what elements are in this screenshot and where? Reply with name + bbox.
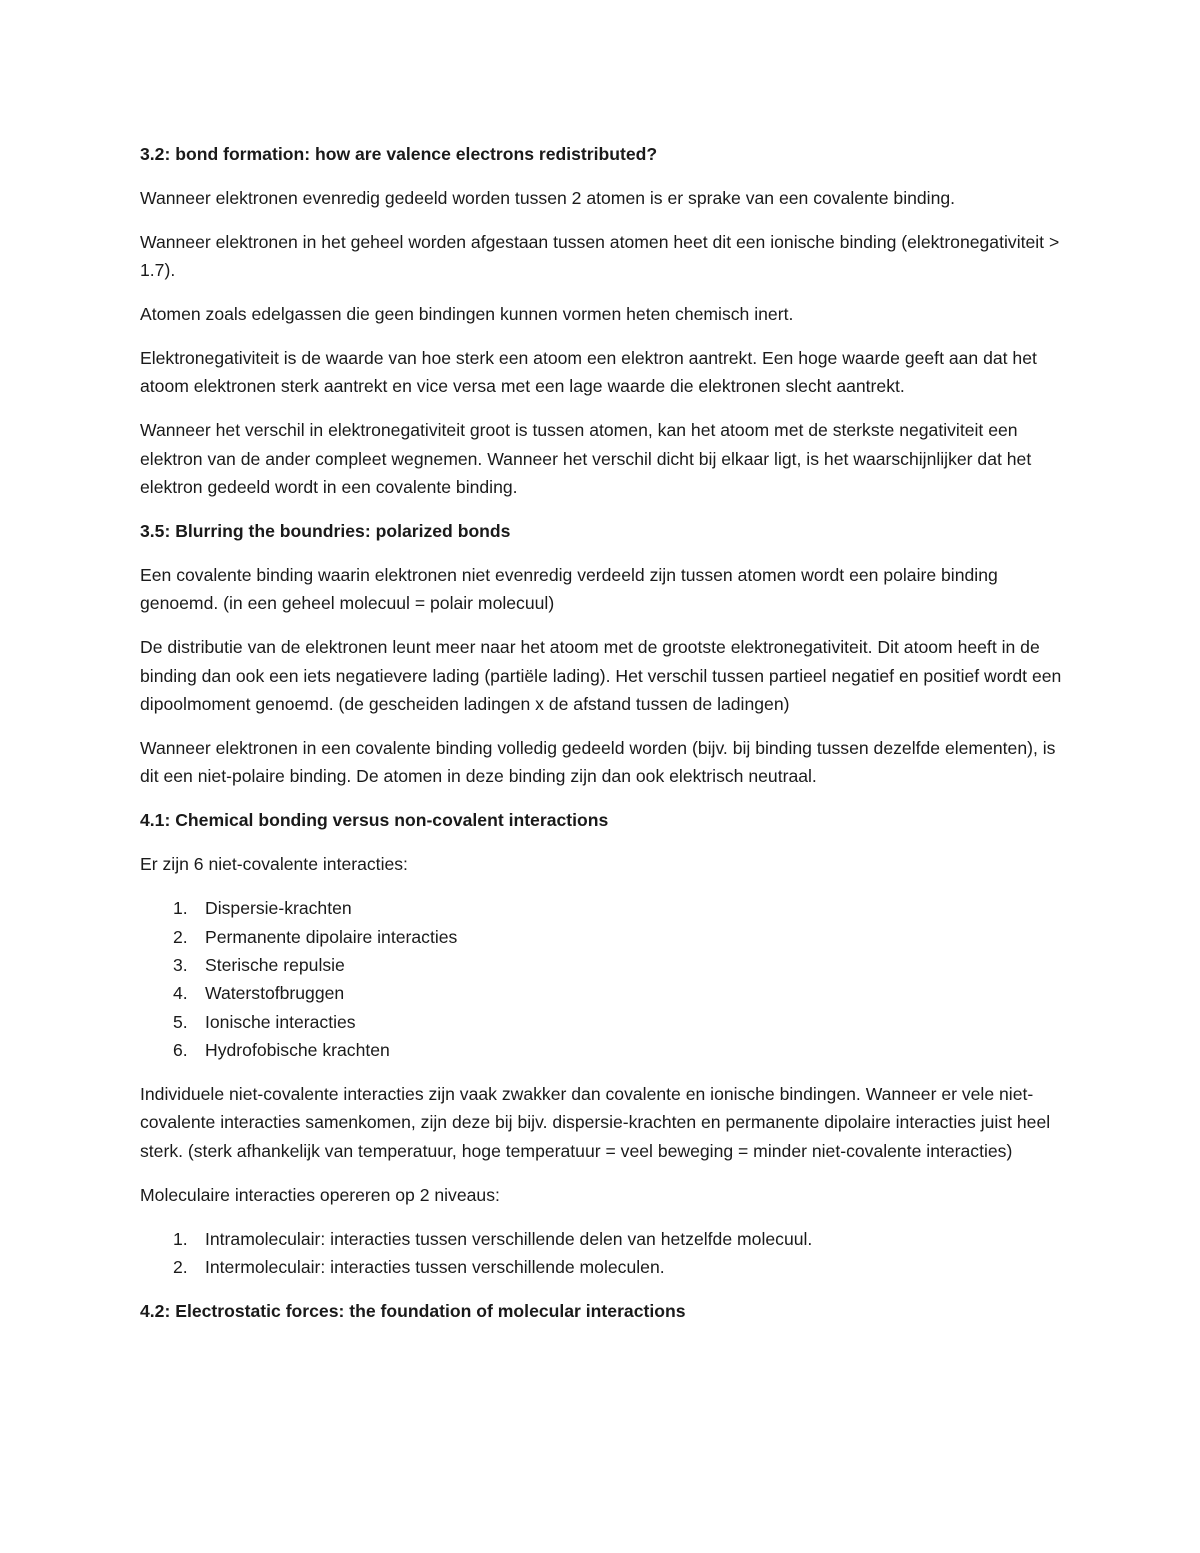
list-item-text: Dispersie-krachten — [205, 898, 352, 919]
list-item-text: Hydrofobische krachten — [205, 1040, 390, 1061]
paragraph: Elektronegativiteit is de waarde van hoe sterk een atoom een elektron aantrekt. Een hoge waarde geeft aan dat het atoom elektronen sterk aantrekt en vice versa met een lage waarde die elektronen slecht aantrekt. — [140, 348, 1037, 397]
section-heading-4-2: 4.2: Electrostatic forces: the foundation of molecular interactions — [140, 1301, 686, 1321]
list-number: 5. — [173, 1011, 188, 1032]
list-item-text: Intramoleculair: interacties tussen verschillende delen van hetzelfde molecuul. — [205, 1228, 813, 1249]
paragraph: Individuele niet-covalente interacties zijn vaak zwakker dan covalente en ionische bindingen. Wanneer er vele niet-covalente interacties samenkomen, zijn deze bij bijv. dispersie-krachten en permanente dipolaire interacties juist heel sterk. (sterk afhankelijk van temperatuur, hoge temperatuur = veel beweging = minder niet-covalente interacties) — [140, 1084, 1051, 1161]
section-heading-3-2: 3.2: bond formation: how are valence electrons redistributed? — [140, 144, 658, 164]
list-item — [140, 979, 1065, 1007]
list-item-text: Intermoleculair: interacties tussen verschillende moleculen. — [205, 1257, 665, 1278]
paragraph: Wanneer elektronen evenredig gedeeld worden tussen 2 atomen is er sprake van een covalente binding. — [140, 187, 956, 208]
list-number: 4. — [173, 983, 188, 1004]
list-number: 1. — [173, 898, 188, 919]
list-item — [140, 951, 1065, 979]
list-item — [140, 1225, 1065, 1253]
list-item-text: Sterische repulsie — [205, 954, 345, 975]
list-item-text: Waterstofbruggen — [205, 983, 345, 1004]
list-item-text: Permanente dipolaire interacties — [205, 926, 458, 947]
paragraph: Wanneer elektronen in een covalente binding volledig gedeeld worden (bijv. bij binding tussen dezelfde elementen), is dit een niet-polaire binding. De atomen in deze binding zijn dan ook elektrisch neutraal. — [140, 738, 1056, 787]
paragraph: Wanneer elektronen in het geheel worden afgestaan tussen atomen heet dit een ionische binding (elektronegativiteit > 1.7). — [140, 231, 1060, 281]
list-item-text: Ionische interacties — [205, 1011, 356, 1032]
paragraph: Moleculaire interacties opereren op 2 niveaus: — [140, 1184, 500, 1205]
list-item — [140, 923, 1065, 951]
paragraph: Atomen zoals edelgassen die geen bindingen kunnen vormen heten chemisch inert. — [140, 304, 794, 325]
list-item — [140, 894, 1065, 922]
list-item — [140, 1036, 1065, 1064]
paragraph: Een covalente binding waarin elektronen niet evenredig verdeeld zijn tussen atomen wordt een polaire binding genoemd. (in een geheel molecuul = polair molecuul) — [140, 564, 998, 614]
paragraph: Er zijn 6 niet-covalente interacties: — [140, 854, 408, 875]
list-number: 2. — [173, 1257, 188, 1278]
section-heading-4-1: 4.1: Chemical bonding versus non-covalent interactions — [140, 810, 609, 831]
list-number: 2. — [173, 926, 188, 947]
numbered-list-levels — [140, 1225, 1065, 1282]
paragraph: De distributie van de elektronen leunt meer naar het atoom met de grootste elektronegativiteit. Dit atoom heeft in de binding dan ook een iets negatievere lading (partiële lading). Het verschil tussen partieel negatief en positief wordt een dipoolmoment genoemd. (de gescheiden ladingen x de afstand tussen de ladingen) — [140, 637, 1062, 715]
paragraph: Wanneer het verschil in elektronegativiteit groot is tussen atomen, kan het atoom met de sterkste negativiteit een elektron van de ander compleet wegnemen. Wanneer het verschil dicht bij elkaar ligt, is het waarschijnlijker dat het elektron gedeeld wordt in een covalente binding. — [140, 420, 1032, 498]
section-heading-3-5: 3.5: Blurring the boundries: polarized bonds — [140, 521, 511, 542]
list-number: 1. — [173, 1228, 188, 1249]
list-item — [140, 1253, 1065, 1281]
list-item — [140, 1008, 1065, 1036]
numbered-list-interactions — [140, 894, 1065, 1064]
document-page — [140, 140, 1065, 1341]
list-number: 3. — [173, 954, 188, 975]
list-number: 6. — [173, 1040, 188, 1061]
